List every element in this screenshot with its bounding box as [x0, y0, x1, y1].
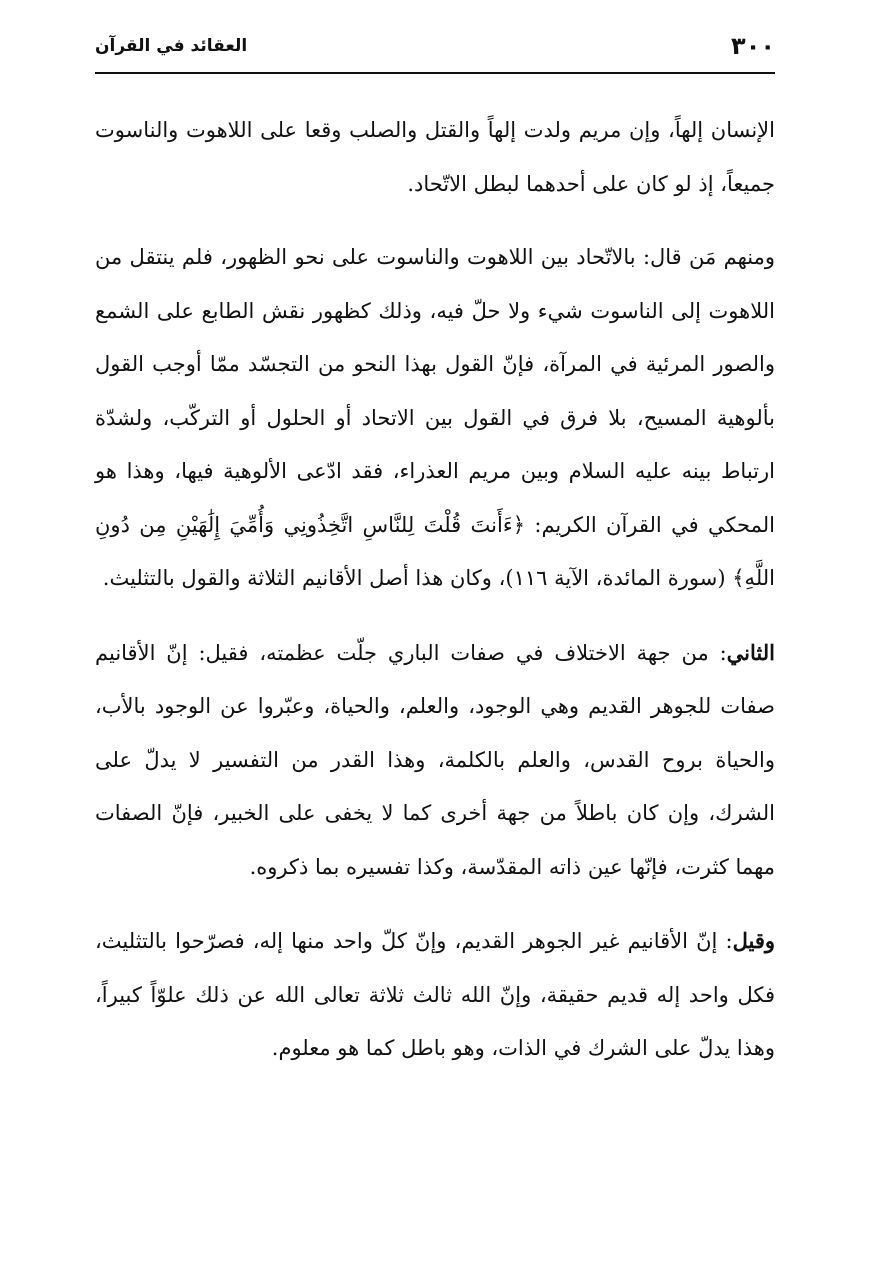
running-title: العقائد في القرآن — [95, 36, 248, 56]
paragraph-3-text: : من جهة الاختلاف في صفات الباري جلّت عظمته، فقيل: إنّ الأقانيم صفات للجوهر القديم وهي الوجود، والعلم، والحياة، وعبّروا عن الوجود بالأب، والحياة بروح القدس، والعلم بالكلمة، وهذا القدر من التفسير لا يدلّ على الشرك، وإن كان باطلاً من جهة أخرى كما لا يخفى على الخبير، فإنّ الصفات مهما كثرت، فإنّها عين ذاته المقدّسة، وكذا تفسيره بما ذكروه. — [95, 640, 775, 879]
paragraph-4 — [95, 914, 775, 1076]
page-number: ٣٠٠ — [731, 32, 775, 60]
page-header — [95, 28, 775, 64]
paragraph-2 — [95, 231, 775, 606]
paragraph-2-text-after: (سورة المائدة، الآية ١١٦)، وكان هذا أصل الأقانيم الثلاثة والقول بالتثليث. — [102, 566, 733, 590]
quran-verse: ﴿ءَأَنتَ قُلْتَ لِلنَّاسِ اتَّخِذُونِي وَأُمِّيَ إِلَٰهَيْنِ مِن دُونِ اللَّهِ﴾ — [95, 512, 775, 590]
header-divider — [95, 72, 775, 74]
paragraph-4-lead: وقيل — [732, 928, 775, 953]
paragraph-2-text-before: ومنهم مَن قال: بالاتّحاد بين اللاهوت والناسوت على نحو الظهور، فلم ينتقل من اللاهوت إلى الناسوت شيء ولا حلّ فيه، وذلك كظهور نقش الطابع على الشمع والصور المرئية في المرآة، فإنّ القول بهذا النحو من التجسّد ممّا أوجب القول بألوهية المسيح، بلا فرق في القول بين الاتحاد أو الحلول أو التركّب، ولشدّة ارتباط بينه عليه السلام وبين مريم العذراء، فقد ادّعى الألوهية فيها، وهذا هو المحكي في القرآن الكريم: — [95, 245, 775, 537]
paragraph-3-lead: الثاني — [726, 639, 775, 665]
paragraph-3 — [95, 626, 775, 895]
paragraph-1-text: الإنسان إلهاً، وإن مريم ولدت إلهاً والقتل والصلب وقعا على اللاهوت والناسوت جميعاً، إذ لو كان على أحدهما لبطل الاتّحاد. — [95, 118, 775, 196]
body-text — [95, 104, 775, 1096]
paragraph-1 — [95, 104, 775, 211]
paragraph-4-text: : إنّ الأقانيم غير الجوهر القديم، وإنّ كلّ واحد منها إله، فصرّحوا بالتثليث، فكل واحد إله قديم حقيقة، وإنّ الله ثالث ثلاثة تعالى الله عن ذلك علوّاً كبيراً، وهذا يدلّ على الشرك في الذات، وهو باطل كما هو معلوم. — [95, 929, 775, 1060]
